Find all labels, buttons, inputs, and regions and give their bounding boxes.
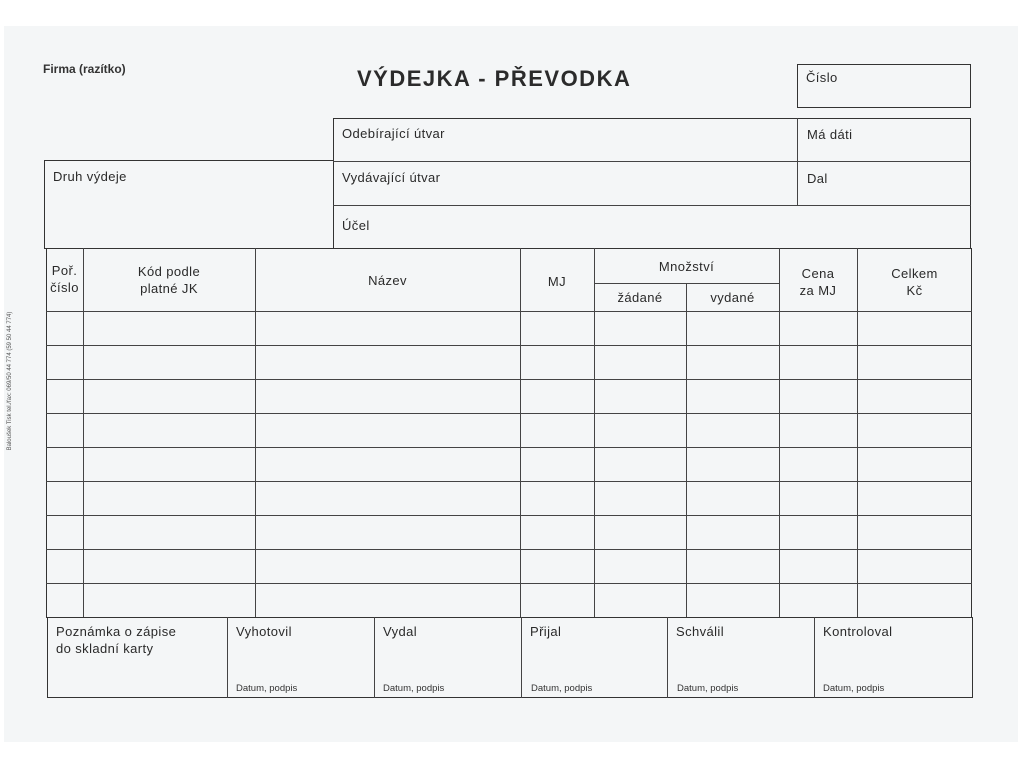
por-line-1: Poř. bbox=[51, 263, 78, 278]
side-printer-text: Baloušek Tisk tel./fax: 069/50 44 774 (59 50 44 774) bbox=[7, 311, 13, 451]
table-row-line bbox=[46, 447, 972, 448]
table-row-line bbox=[46, 549, 972, 550]
vydavajici-utvar-label: Vydávající útvar bbox=[342, 170, 441, 185]
col-divider bbox=[779, 248, 780, 618]
kontroloval-datum-podpis: Datum, podpis bbox=[823, 683, 885, 694]
table-row-line bbox=[46, 583, 972, 584]
header-nazev: Název bbox=[368, 273, 407, 288]
col-divider bbox=[686, 283, 687, 618]
schvalil-datum-podpis: Datum, podpis bbox=[677, 683, 739, 694]
items-table bbox=[46, 248, 972, 618]
form-title: VÝDEJKA - PŘEVODKA bbox=[357, 66, 632, 91]
celkem-line-2: Kč bbox=[906, 283, 923, 298]
table-row-line bbox=[46, 481, 972, 482]
header-celkem bbox=[857, 265, 972, 299]
cena-line-1: Cena bbox=[801, 266, 835, 281]
col-divider bbox=[255, 248, 256, 618]
footer-divider bbox=[227, 617, 228, 698]
col-divider bbox=[83, 248, 84, 618]
footer-divider bbox=[814, 617, 815, 698]
druh-vydeje-label: Druh výdeje bbox=[53, 169, 127, 184]
footer-divider bbox=[374, 617, 375, 698]
table-row-line bbox=[46, 345, 972, 346]
poznamka-line-1: Poznámka o zápise bbox=[56, 624, 177, 639]
poznamka-label bbox=[56, 623, 176, 657]
vyhotovil-label: Vyhotovil bbox=[236, 624, 292, 639]
odebirajici-utvar-label: Odebírající útvar bbox=[342, 126, 445, 141]
header-zadane: žádané bbox=[617, 290, 663, 305]
firma-stamp-label: Firma (razítko) bbox=[43, 62, 126, 76]
kontroloval-label: Kontroloval bbox=[823, 624, 893, 639]
header-vydane: vydané bbox=[710, 290, 755, 305]
cena-line-2: za MJ bbox=[799, 283, 837, 298]
schvalil-label: Schválil bbox=[676, 624, 724, 639]
mnozstvi-subline bbox=[594, 283, 779, 284]
dal-label: Dal bbox=[807, 171, 828, 186]
footer-divider bbox=[667, 617, 668, 698]
col-divider bbox=[857, 248, 858, 618]
celkem-line-1: Celkem bbox=[891, 266, 938, 281]
info-row-line-2 bbox=[333, 205, 971, 206]
poznamka-line-2: do skladní karty bbox=[56, 641, 154, 656]
header-cena bbox=[779, 265, 857, 299]
col-divider bbox=[520, 248, 521, 618]
header-por-cislo bbox=[46, 262, 83, 296]
table-row-line bbox=[46, 413, 972, 414]
ucel-label: Účel bbox=[342, 218, 370, 233]
table-row-line bbox=[46, 379, 972, 380]
table-header-line bbox=[46, 311, 972, 312]
prijal-label: Přijal bbox=[530, 624, 562, 639]
info-divider bbox=[797, 118, 798, 205]
header-mnozstvi: Množství bbox=[658, 259, 715, 274]
vydal-datum-podpis: Datum, podpis bbox=[383, 683, 445, 694]
ma-dati-label: Má dáti bbox=[807, 127, 853, 142]
cislo-label: Číslo bbox=[806, 70, 838, 85]
vyhotovil-datum-podpis: Datum, podpis bbox=[236, 683, 298, 694]
vydal-label: Vydal bbox=[383, 624, 418, 639]
kod-line-1: Kód podle bbox=[137, 264, 201, 279]
prijal-datum-podpis: Datum, podpis bbox=[531, 683, 593, 694]
footer-divider bbox=[521, 617, 522, 698]
kod-line-2: platné JK bbox=[140, 281, 198, 296]
table-row-line bbox=[46, 515, 972, 516]
header-kod bbox=[83, 263, 255, 297]
header-mj: MJ bbox=[547, 274, 567, 289]
info-row-line-1 bbox=[333, 161, 971, 162]
por-line-2: číslo bbox=[50, 280, 79, 295]
